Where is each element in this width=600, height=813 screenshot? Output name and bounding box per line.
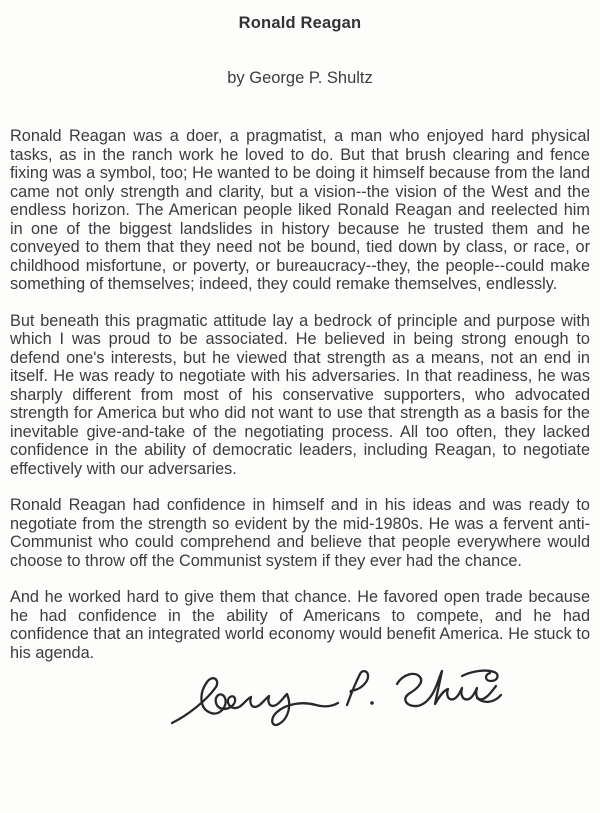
document-body xyxy=(10,127,590,662)
paragraph-1: Ronald Reagan was a doer, a pragmatist, a man who enjoyed hard physical tasks, as in the ranch work he loved to do. But that brush clearing and fence fixing was a symbol, too; He wanted to be doing it himself because from the land came not only strength and clarity, but a vision--the vision of the West and the endless horizon. The American people liked Ronald Reagan and reelected him in one of the biggest landslides in history because he trusted them and he conveyed to them that they need not be bound, tied down by class, or race, or childhood misfortune, or poverty, or bureaucracy--they, the people--could make something of themselves; indeed, they could remake themselves, endlessly. xyxy=(10,127,590,293)
document-title: Ronald Reagan xyxy=(238,14,362,32)
paragraph-2: But beneath this pragmatic attitude lay a bedrock of principle and purpose with which I was proud to be associated. He believed in being strong enough to defend one's interests, but he viewed that strength as a means, not an end in itself. He was ready to negotiate with his adversaries. In that readiness, he was sharply different from most of his conservative supporters, who advocated strength for America but who did not want to use that strength as a basis for the inevitable give-and-take of the negotiating process. All too often, they lacked confidence in the ability of democratic leaders, including Reagan, to negotiate effectively with our adversaries. xyxy=(10,311,590,478)
paragraph-3: Ronald Reagan had confidence in himself and in his ideas and was ready to negotiate from the strength so evident by the mid-1980s. He was a fervent anti-Communist who could comprehend and believe that people everywhere would choose to throw off the Communist system if they ever had the chance. xyxy=(10,496,590,570)
handwritten-signature xyxy=(150,663,510,748)
paragraph-4: And he worked hard to give them that chance. He favored open trade because he had confidence in the ability of Americans to compete, and he had confidence that an integrated world economy would benefit America. He stuck to his agenda. xyxy=(10,588,590,662)
signature-ink xyxy=(150,663,510,748)
document-byline: by George P. Shultz xyxy=(227,69,373,87)
